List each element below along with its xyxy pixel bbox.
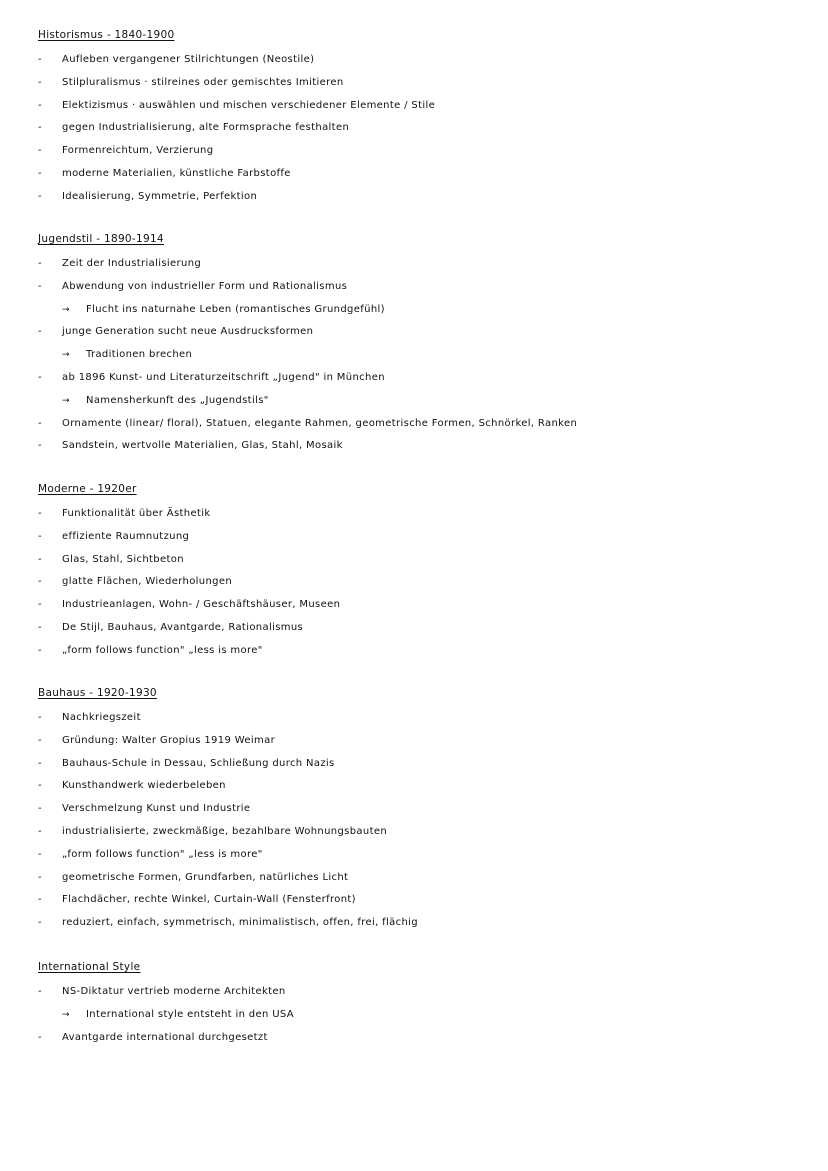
bullet-text: effiziente Raumnutzung — [62, 530, 190, 542]
bullet-item — [38, 867, 818, 890]
dash-bullet-icon: - — [38, 576, 42, 588]
bullet-text: Industrieanlagen, Wohn- / Geschäftshäuser, Museen — [62, 599, 341, 611]
bullet-item — [38, 95, 818, 118]
bullet-item — [38, 49, 818, 72]
bullet-text: Avantgarde international durchgesetzt — [62, 1031, 268, 1043]
arrow-right-icon: → — [62, 395, 70, 406]
bullet-text: reduziert, einfach, symmetrisch, minimalistisch, offen, frei, flächig — [62, 917, 419, 929]
dash-bullet-icon: - — [38, 599, 42, 611]
bullet-item — [38, 798, 818, 821]
sub-text: Namensherkunft des „Jugendstils" — [86, 394, 269, 406]
bullet-text: moderne Materialien, künstliche Farbstoffe — [62, 167, 291, 179]
section-jugendstil — [38, 231, 818, 458]
dash-bullet-icon: - — [38, 917, 42, 929]
bullet-text: „form follows function" „less is more" — [62, 848, 263, 860]
bullet-item — [38, 186, 818, 209]
dash-bullet-icon: - — [38, 894, 42, 906]
bullet-item — [38, 1027, 818, 1050]
section-heading: International Style — [38, 961, 141, 973]
dash-bullet-icon: - — [38, 712, 42, 723]
sub-text: Traditionen brechen — [86, 349, 193, 361]
dash-bullet-icon: - — [38, 553, 42, 565]
dash-bullet-icon: - — [38, 167, 42, 179]
bullet-text: Bauhaus-Schule in Dessau, Schließung durch Nazis — [62, 757, 335, 769]
bullet-text: Formenreichtum, Verzierung — [62, 145, 214, 157]
bullet-item — [38, 889, 818, 912]
bullet-text: Funktionalität über Ästhetik — [62, 508, 211, 519]
dash-bullet-icon: - — [38, 803, 42, 815]
dash-bullet-icon: - — [38, 371, 42, 383]
sub-text: International style entsteht in den USA — [86, 1008, 294, 1020]
bullet-item — [38, 912, 818, 935]
bullet-text: NS-Diktatur vertrieb moderne Architekten — [62, 986, 286, 997]
bullet-text: Idealisierung, Symmetrie, Perfektion — [62, 190, 258, 202]
dash-bullet-icon: - — [38, 76, 42, 88]
dash-bullet-icon: - — [38, 145, 42, 157]
bullet-item — [38, 844, 818, 867]
sub-item — [62, 1004, 818, 1027]
bullet-text: Kunsthandwerk wiederbeleben — [62, 780, 226, 792]
dash-bullet-icon: - — [38, 508, 42, 519]
bullet-item — [38, 163, 818, 186]
dash-bullet-icon: - — [38, 621, 42, 633]
dash-bullet-icon: - — [38, 825, 42, 837]
bullet-text: geometrische Formen, Grundfarben, natürliches Licht — [62, 871, 349, 883]
section-heading: Historismus - 1840-1900 — [38, 29, 175, 41]
bullet-item — [38, 253, 818, 276]
dash-bullet-icon: - — [38, 440, 42, 452]
bullet-text: Glas, Stahl, Sichtbeton — [62, 553, 184, 565]
bullet-item — [38, 640, 818, 663]
bullet-text: junge Generation sucht neue Ausdrucksformen — [62, 326, 314, 338]
section-heading: Jugendstil - 1890-1914 — [38, 233, 164, 245]
sub-item — [62, 390, 818, 413]
dash-bullet-icon: - — [38, 986, 42, 997]
section-moderne — [38, 481, 818, 663]
bullet-item — [38, 321, 818, 344]
bullet-item — [38, 571, 818, 594]
bullet-text: gegen Industrialisierung, alte Formsprache festhalten — [62, 122, 350, 134]
bullet-item — [38, 140, 818, 163]
section-bauhaus — [38, 685, 818, 935]
section-heading: Bauhaus - 1920-1930 — [38, 687, 157, 699]
arrow-right-icon: → — [62, 350, 70, 361]
bullet-item — [38, 753, 818, 776]
bullet-item — [38, 617, 818, 640]
dash-bullet-icon: - — [38, 734, 42, 746]
bullet-text: Elektizismus · auswählen und mischen verschiedener Elemente / Stile — [62, 99, 436, 111]
dash-bullet-icon: - — [38, 122, 42, 134]
bullet-text: Gründung: Walter Gropius 1919 Weimar — [62, 734, 276, 746]
bullet-text: glatte Flächen, Wiederholungen — [62, 576, 233, 588]
arrow-right-icon: → — [62, 1009, 70, 1020]
bullet-item — [38, 117, 818, 140]
dash-bullet-icon: - — [38, 417, 42, 429]
dash-bullet-icon: - — [38, 644, 42, 656]
section-heading: Moderne - 1920er — [38, 483, 137, 495]
bullet-text: Abwendung von industrieller Form und Rationalismus — [62, 280, 348, 292]
dash-bullet-icon: - — [38, 848, 42, 860]
arrow-right-icon: → — [62, 304, 70, 315]
bullet-item — [38, 503, 818, 526]
bullet-item — [38, 526, 818, 549]
bullet-item — [38, 367, 818, 390]
dash-bullet-icon: - — [38, 280, 42, 292]
section-international-style — [38, 959, 818, 1049]
bullet-text: Ornamente (linear/ floral), Statuen, elegante Rahmen, geometrische Formen, Schnörkel, Ranken — [62, 417, 578, 429]
bullet-text: Sandstein, wertvolle Materialien, Glas, Stahl, Mosaik — [62, 440, 343, 452]
dash-bullet-icon: - — [38, 326, 42, 338]
bullet-item — [38, 707, 818, 730]
bullet-item — [38, 981, 818, 1004]
bullet-item — [38, 775, 818, 798]
dash-bullet-icon: - — [38, 530, 42, 542]
dash-bullet-icon: - — [38, 871, 42, 883]
bullet-item — [38, 594, 818, 617]
bullet-text: De Stijl, Bauhaus, Avantgarde, Rationalismus — [62, 621, 304, 633]
bullet-text: industrialisierte, zweckmäßige, bezahlbare Wohnungsbauten — [62, 825, 388, 837]
dash-bullet-icon: - — [38, 1031, 42, 1043]
dash-bullet-icon: - — [38, 99, 42, 111]
section-historismus — [38, 27, 818, 209]
bullet-text: Stilpluralismus · stilreines oder gemischtes Imitieren — [62, 76, 344, 88]
dash-bullet-icon: - — [38, 54, 42, 65]
sub-item — [62, 344, 818, 367]
bullet-text: Verschmelzung Kunst und Industrie — [62, 803, 251, 815]
sub-text: Flucht ins naturnahe Leben (romantisches Grundgefühl) — [86, 303, 385, 315]
bullet-item — [38, 72, 818, 95]
bullet-item — [38, 435, 818, 458]
dash-bullet-icon: - — [38, 190, 42, 202]
bullet-item — [38, 730, 818, 753]
bullet-text: Aufleben vergangener Stilrichtungen (Neostile) — [62, 54, 315, 65]
bullet-text: Nachkriegszeit — [62, 712, 141, 723]
dash-bullet-icon: - — [38, 258, 42, 269]
bullet-text: ab 1896 Kunst- und Literaturzeitschrift „Jugend" in München — [62, 371, 385, 383]
bullet-item — [38, 549, 818, 572]
bullet-text: „form follows function" „less is more" — [62, 644, 263, 656]
dash-bullet-icon: - — [38, 757, 42, 769]
bullet-text: Flachdächer, rechte Winkel, Curtain-Wall (Fensterfront) — [62, 894, 356, 906]
bullet-text: Zeit der Industrialisierung — [62, 258, 202, 269]
dash-bullet-icon: - — [38, 780, 42, 792]
bullet-item — [38, 413, 818, 436]
bullet-item — [38, 821, 818, 844]
sub-item — [62, 299, 818, 322]
bullet-item — [38, 276, 818, 299]
